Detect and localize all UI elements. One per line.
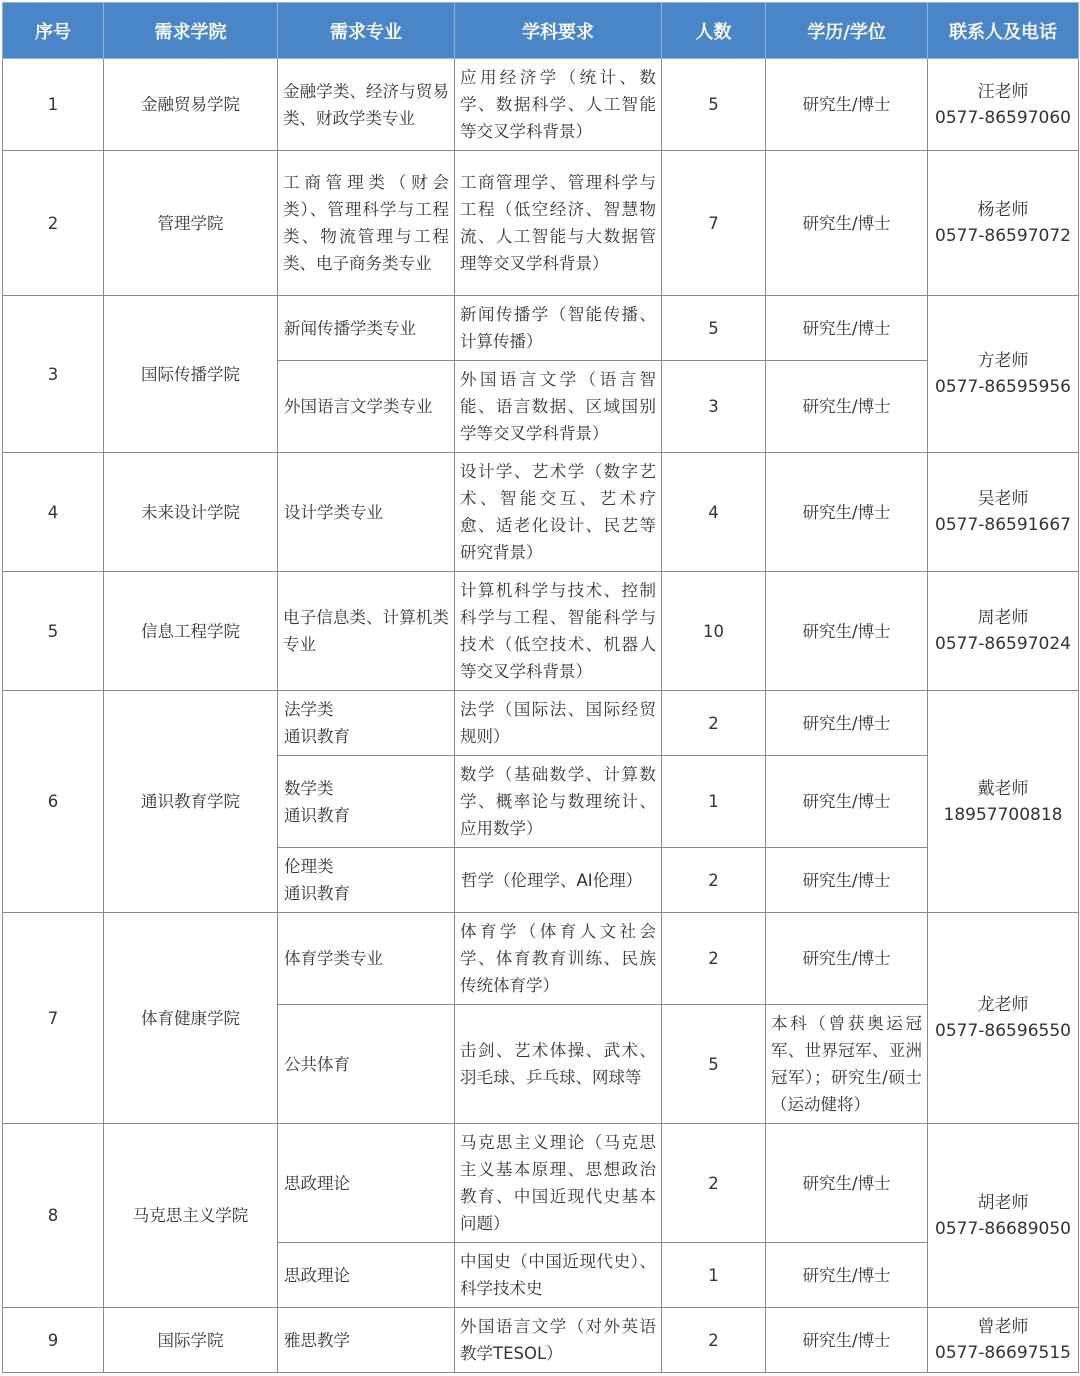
header-contact: 联系人及电话 [928,3,1079,59]
row-degree: 研究生/博士 [766,691,928,756]
row-discipline: 外国语言文学（语言智能、语言数据、区域国别学等交叉学科背景） [455,361,662,453]
row-college: 通识教育学院 [104,691,278,913]
row-major: 思政理论 [278,1243,455,1308]
header-major: 需求专业 [278,3,455,59]
header-degree: 学历/学位 [766,3,928,59]
row-contact [928,1124,1079,1308]
row-contact [928,913,1079,1124]
row-no: 3 [3,296,104,453]
contact-phone: 0577-86597060 [935,107,1071,128]
row-major [278,691,455,756]
row-college: 国际学院 [104,1308,278,1373]
header-discipline: 学科要求 [455,3,662,59]
row-major: 电子信息类、计算机类专业 [278,572,455,691]
row-count: 4 [662,453,766,572]
contact-name: 胡老师 [977,1192,1029,1213]
row-major: 金融学类、经济与贸易类、财政学类专业 [278,59,455,151]
row-college: 管理学院 [104,151,278,296]
row-count: 1 [662,1243,766,1308]
contact-name: 汪老师 [977,81,1029,102]
header-no: 序号 [3,3,104,59]
row-no: 7 [3,913,104,1124]
row-degree: 研究生/博士 [766,151,928,296]
row-discipline: 法学（国际法、国际经贸规则） [455,691,662,756]
row-degree: 研究生/博士 [766,572,928,691]
row-no: 8 [3,1124,104,1308]
row-count: 2 [662,691,766,756]
row-count: 2 [662,1124,766,1243]
row-count: 1 [662,756,766,848]
row-no: 1 [3,59,104,151]
row-count: 2 [662,1308,766,1373]
major-line: 通识教育 [284,884,350,903]
row-major: 思政理论 [278,1124,455,1243]
row-degree: 研究生/博士 [766,1243,928,1308]
row-degree: 研究生/博士 [766,756,928,848]
row-discipline: 马克思主义理论（马克思主义基本原理、思想政治教育、中国近现代史基本问题） [455,1124,662,1243]
row-degree: 研究生/博士 [766,59,928,151]
row-no: 9 [3,1308,104,1373]
row-count: 7 [662,151,766,296]
row-college: 国际传播学院 [104,296,278,453]
contact-phone: 18957700818 [943,804,1063,825]
header-count: 人数 [662,3,766,59]
contact-name: 戴老师 [977,778,1029,799]
row-major: 体育学类专业 [278,913,455,1005]
contact-name: 曾老师 [977,1317,1029,1337]
row-contact [928,453,1079,572]
row-degree: 研究生/博士 [766,1124,928,1243]
row-count: 10 [662,572,766,691]
row-discipline: 哲学（伦理学、AI伦理） [455,848,662,913]
row-college: 马克思主义学院 [104,1124,278,1308]
row-contact [928,1308,1079,1373]
contact-phone: 0577-86697515 [935,1343,1071,1363]
row-college: 信息工程学院 [104,572,278,691]
row-contact [928,691,1079,913]
row-no: 2 [3,151,104,296]
row-discipline: 数学（基础数学、计算数学、概率论与数理统计、应用数学） [455,756,662,848]
recruitment-table [2,2,1079,1373]
major-line: 伦理类 [284,857,334,876]
row-major: 外国语言文学类专业 [278,361,455,453]
major-line: 通识教育 [284,727,350,746]
contact-phone: 0577-86689050 [935,1218,1071,1239]
row-major [278,848,455,913]
row-discipline: 体育学（体育人文社会学、体育教育训练、民族传统体育学） [455,913,662,1005]
contact-name: 杨老师 [977,200,1029,220]
row-count: 5 [662,59,766,151]
contact-name: 周老师 [977,608,1029,628]
row-contact [928,59,1079,151]
contact-phone: 0577-86596550 [935,1021,1071,1041]
contact-phone: 0577-86591667 [935,515,1071,535]
row-discipline: 外国语言文学（对外英语教学TESOL） [455,1308,662,1373]
row-count: 2 [662,913,766,1005]
row-no: 4 [3,453,104,572]
row-degree: 研究生/博士 [766,848,928,913]
row-discipline: 击剑、艺术体操、武术、羽毛球、乒乓球、网球等 [455,1005,662,1124]
row-count: 5 [662,296,766,361]
row-contact [928,151,1079,296]
table-row [3,296,1079,361]
row-count: 2 [662,848,766,913]
row-college: 金融贸易学院 [104,59,278,151]
table-row [3,59,1079,151]
contact-phone: 0577-86597024 [935,634,1071,654]
table-row [3,572,1079,691]
row-count: 5 [662,1005,766,1124]
contact-name: 吴老师 [977,489,1029,509]
row-discipline: 中国史（中国近现代史）、科学技术史 [455,1243,662,1308]
table-header-row [3,3,1079,59]
header-college: 需求学院 [104,3,278,59]
row-degree: 研究生/博士 [766,361,928,453]
contact-phone: 0577-86595956 [935,377,1071,397]
row-discipline: 工商管理学、管理科学与工程（低空经济、智慧物流、人工智能与大数据管理等交叉学科背景） [455,151,662,296]
major-line: 数学类 [284,778,334,798]
row-discipline: 计算机科学与技术、控制科学与工程、智能科学与技术（低空技术、机器人等交叉学科背景） [455,572,662,691]
row-discipline: 新闻传播学（智能传播、计算传播） [455,296,662,361]
table-row [3,1124,1079,1243]
row-degree: 研究生/博士 [766,913,928,1005]
row-degree: 研究生/博士 [766,296,928,361]
row-college: 体育健康学院 [104,913,278,1124]
table-row [3,691,1079,756]
row-college: 未来设计学院 [104,453,278,572]
table-row [3,453,1079,572]
major-line: 法学类 [284,700,334,719]
contact-phone: 0577-86597072 [935,226,1071,246]
row-major: 公共体育 [278,1005,455,1124]
row-major: 工商管理类（财会类）、管理科学与工程类、物流管理与工程类、电子商务类专业 [278,151,455,296]
row-contact [928,296,1079,453]
row-degree: 研究生/博士 [766,1308,928,1373]
major-line: 通识教育 [284,805,350,825]
contact-name: 龙老师 [977,995,1029,1015]
table-row [3,151,1079,296]
row-major: 雅思教学 [278,1308,455,1373]
table-row [3,913,1079,1005]
contact-name: 方老师 [977,351,1029,371]
row-major: 新闻传播学类专业 [278,296,455,361]
row-major: 设计学类专业 [278,453,455,572]
row-major [278,756,455,848]
row-degree: 研究生/博士 [766,453,928,572]
table-row [3,1308,1079,1373]
row-count: 3 [662,361,766,453]
row-discipline: 设计学、艺术学（数字艺术、智能交互、艺术疗愈、适老化设计、民艺等研究背景） [455,453,662,572]
row-degree: 本科（曾获奥运冠军、世界冠军、亚洲冠军）；研究生/硕士（运动健将） [766,1005,928,1124]
row-discipline: 应用经济学（统计、数学、数据科学、人工智能等交叉学科背景） [455,59,662,151]
row-contact [928,572,1079,691]
row-no: 5 [3,572,104,691]
row-no: 6 [3,691,104,913]
